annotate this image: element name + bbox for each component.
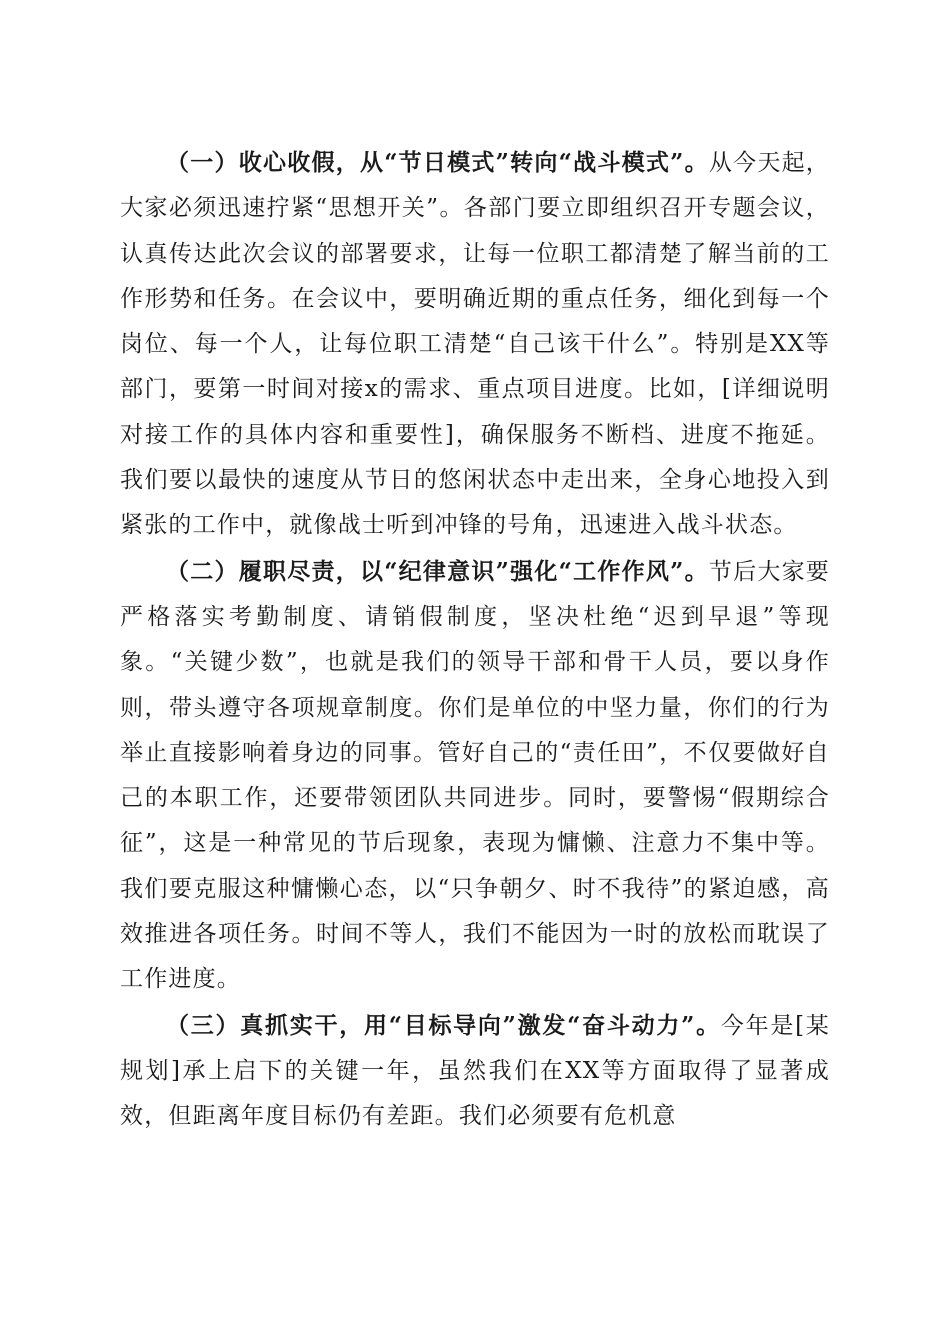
paragraph-3-heading: （三）真抓实干，用“目标导向”激发“奋斗动力”。: [166, 1011, 721, 1039]
paragraph-3-text: 今年是[某规划]承上启下的关键一年，虽然我们在XX等方面取得了显著成效，但距离年度目标仍有差距。我们必须要有危机意: [120, 1012, 831, 1130]
document-body: [120, 140, 830, 1140]
paragraph-2-heading: （二）履职尽责，以“纪律意识”强化“工作作风”。: [166, 557, 709, 585]
paragraph-2: [120, 549, 830, 1003]
paragraph-1: [120, 140, 830, 549]
paragraph-1-text: 从今天起，大家必须迅速拧紧“思想开关”。各部门要立即组织召开专题会议，认真传达此次会议的部署要求，让每一位职工都清楚了解当前的工作形势和任务。在会议中，要明确近期的重点任务，细化到每一个岗位、每一个人，让每位职工清楚“自己该干什么”。特别是XX等部门，要第一时间对接x的需求、重点项目进度。比如，[详细说明对接工作的具体内容和重要性]，确保服务不断档、进度不拖延。我们要以最快的速度从节日的悠闲状态中走出来，全身心地投入到紧张的工作中，就像战士听到冲锋的号角，迅速进入战斗状态。: [120, 150, 831, 539]
paragraph-3: [120, 1003, 830, 1140]
paragraph-1-heading: （一）收心收假，从“节日模式”转向“战斗模式”。: [166, 149, 709, 176]
paragraph-2-text: 节后大家要严格落实考勤制度、请销假制度，坚决杜绝“迟到早退”等现象。“关键少数”，也就是我们的领导干部和骨干人员，要以身作则，带头遵守各项规章制度。你们是单位的中坚力量，你们的行为举止直接影响着身边的同事。管好自己的“责任田”，不仅要做好自己的本职工作，还要带领团队共同进步。同时，要警惕“假期综合征”，这是一种常见的节后现象，表现为慵懒、注意力不集中等。我们要克服这种慵懒心态，以“只争朝夕、时不我待”的紧迫感，高效推进各项任务。时间不等人，我们不能因为一时的放松而耽误了工作进度。: [120, 558, 831, 993]
